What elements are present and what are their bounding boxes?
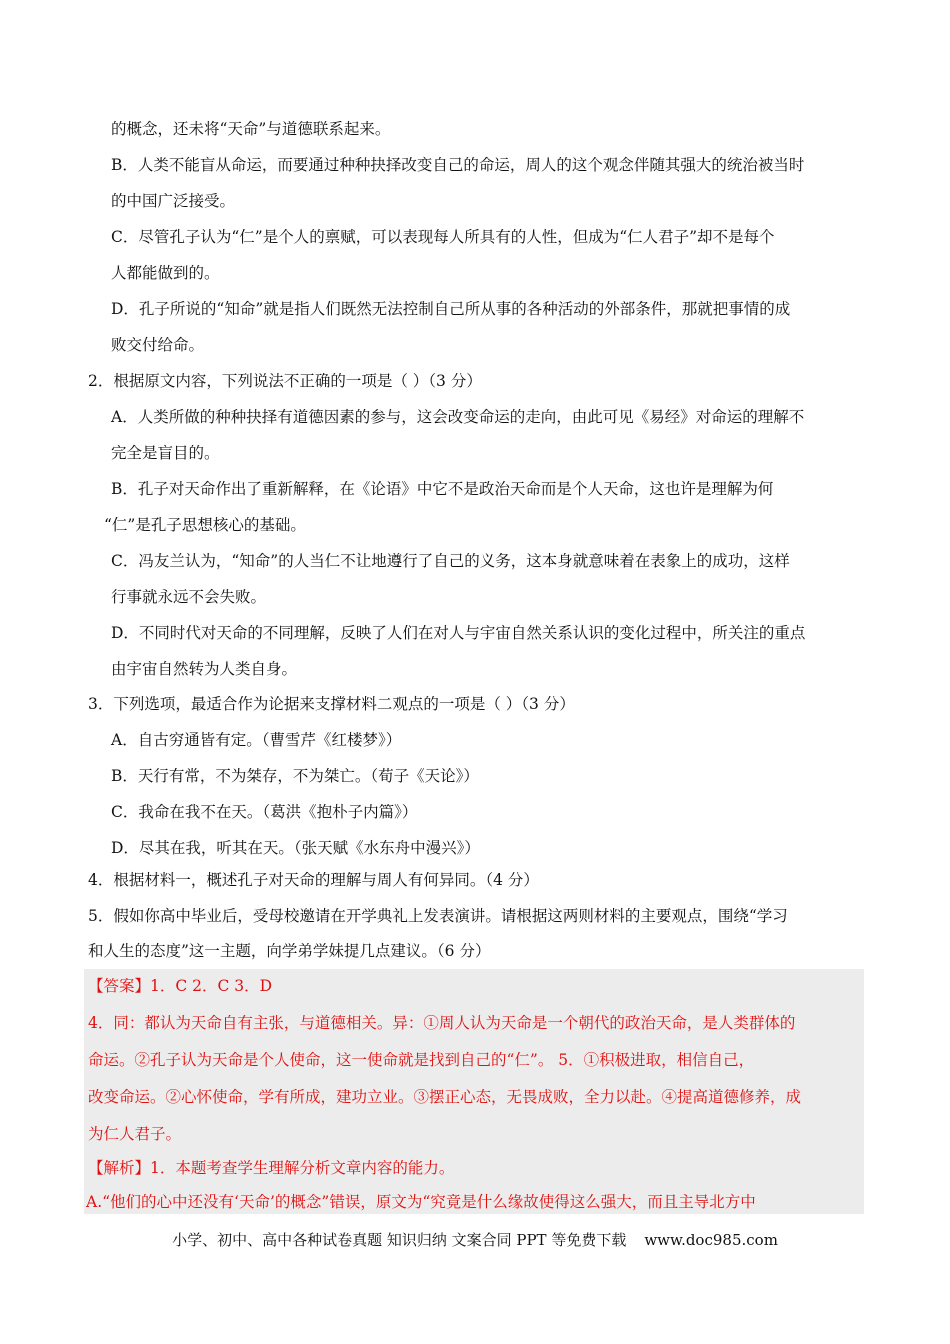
q1-option-b-line1: B．人类不能盲从命运，而要通过种种抉择改变自己的命运，周人的这个观念伴随其强大的统治被当时	[111, 156, 805, 174]
q1-option-a-continuation: 的概念，还未将“天命”与道德联系起来。	[111, 120, 391, 138]
q1-option-c-line1: C．尽管孔子认为“仁”是个人的禀赋，可以表现每人所具有的人性，但成为“仁人君子”却不是每个	[111, 228, 775, 246]
q2-stem: 2．根据原文内容，下列说法不正确的一项是（ ）（3 分）	[88, 372, 482, 390]
q1-option-c-line2: 人都能做到的。	[111, 264, 220, 282]
q3-stem: 3．下列选项，最适合作为论据来支撑材料二观点的一项是（ ）（3 分）	[88, 695, 575, 713]
answer-line-5: 为仁人君子。	[88, 1125, 182, 1143]
answer-line-4: 改变命运。②心怀使命，学有所成，建功立业。③摆正心态，无畏成败，全力以赴。④提高道德修养，成	[88, 1088, 802, 1106]
q2-option-d-line2: 由宇宙自然转为人类自身。	[111, 660, 298, 678]
q1-option-d-line2: 败交付给命。	[111, 336, 205, 354]
q2-option-c-line1: C．冯友兰认为，“知命”的人当仁不让地遵行了自己的义务，这本身就意味着在表象上的成功，这样	[111, 552, 790, 570]
analysis-line-a: A.“他们的心中还没有‘天命’的概念”错误，原文为“究竟是什么缘故使得这么强大，而且主导北方中	[86, 1193, 756, 1211]
q1-option-b-line2: 的中国广泛接受。	[111, 192, 236, 210]
q3-option-b: B．天行有常，不为桀存，不为桀亡。（荀子《天论》）	[111, 767, 479, 785]
answer-key-line: 【答案】1．C 2．C 3．D	[88, 977, 273, 995]
answer-line-3: 命运。②孔子认为天命是个人使命，这一使命就是找到自己的“仁”。 5．①积极进取，相信自己，	[88, 1051, 755, 1069]
q2-option-b-line2: “仁”是孔子思想核心的基础。	[104, 516, 306, 534]
q2-option-c-line2: 行事就永远不会失败。	[111, 588, 267, 606]
q4-stem: 4．根据材料一，概述孔子对天命的理解与周人有何异同。（4 分）	[88, 871, 539, 889]
q5-stem-line1: 5．假如你高中毕业后，受母校邀请在开学典礼上发表演讲。请根据这两则材料的主要观点，围绕“学习	[88, 907, 788, 925]
answer-line-2: 4．同：都认为天命自有主张，与道德相关。异：①周人认为天命是一个朝代的政治天命，是人类群体的	[88, 1014, 796, 1032]
q2-option-a-line1: A．人类所做的种种抉择有道德因素的参与，这会改变命运的走向，由此可见《易经》对命运的理解不	[111, 408, 805, 426]
analysis-heading: 【解析】1．本题考查学生理解分析文章内容的能力。	[88, 1159, 455, 1177]
footer-text: 小学、初中、高中各种试卷真题 知识归纳 文案合同 PPT 等免费下载	[172, 1231, 627, 1249]
q3-option-d: D．尽其在我，听其在天。（张天赋《水东舟中漫兴》）	[111, 839, 480, 857]
page-footer	[0, 1230, 950, 1250]
footer-url-link[interactable]: www.doc985.com	[644, 1231, 778, 1249]
q2-option-a-line2: 完全是盲目的。	[111, 444, 220, 462]
q2-option-b-line1: B．孔子对天命作出了重新解释，在《论语》中它不是政治天命而是个人天命，这也许是理解为何	[111, 480, 774, 498]
q1-option-d-line1: D．孔子所说的“知命”就是指人们既然无法控制自己所从事的各种活动的外部条件，那就把事情的成	[111, 300, 791, 318]
q3-option-c: C．我命在我不在天。（葛洪《抱朴子内篇》）	[111, 803, 418, 821]
q2-option-d-line1: D．不同时代对天命的不同理解，反映了人们在对人与宇宙自然关系认识的变化过程中，所关注的重点	[111, 624, 806, 642]
q3-option-a: A．自古穷通皆有定。（曹雪芹《红楼梦》）	[111, 731, 402, 749]
q5-stem-line2: 和人生的态度”这一主题，向学弟学妹提几点建议。（6 分）	[88, 942, 491, 960]
